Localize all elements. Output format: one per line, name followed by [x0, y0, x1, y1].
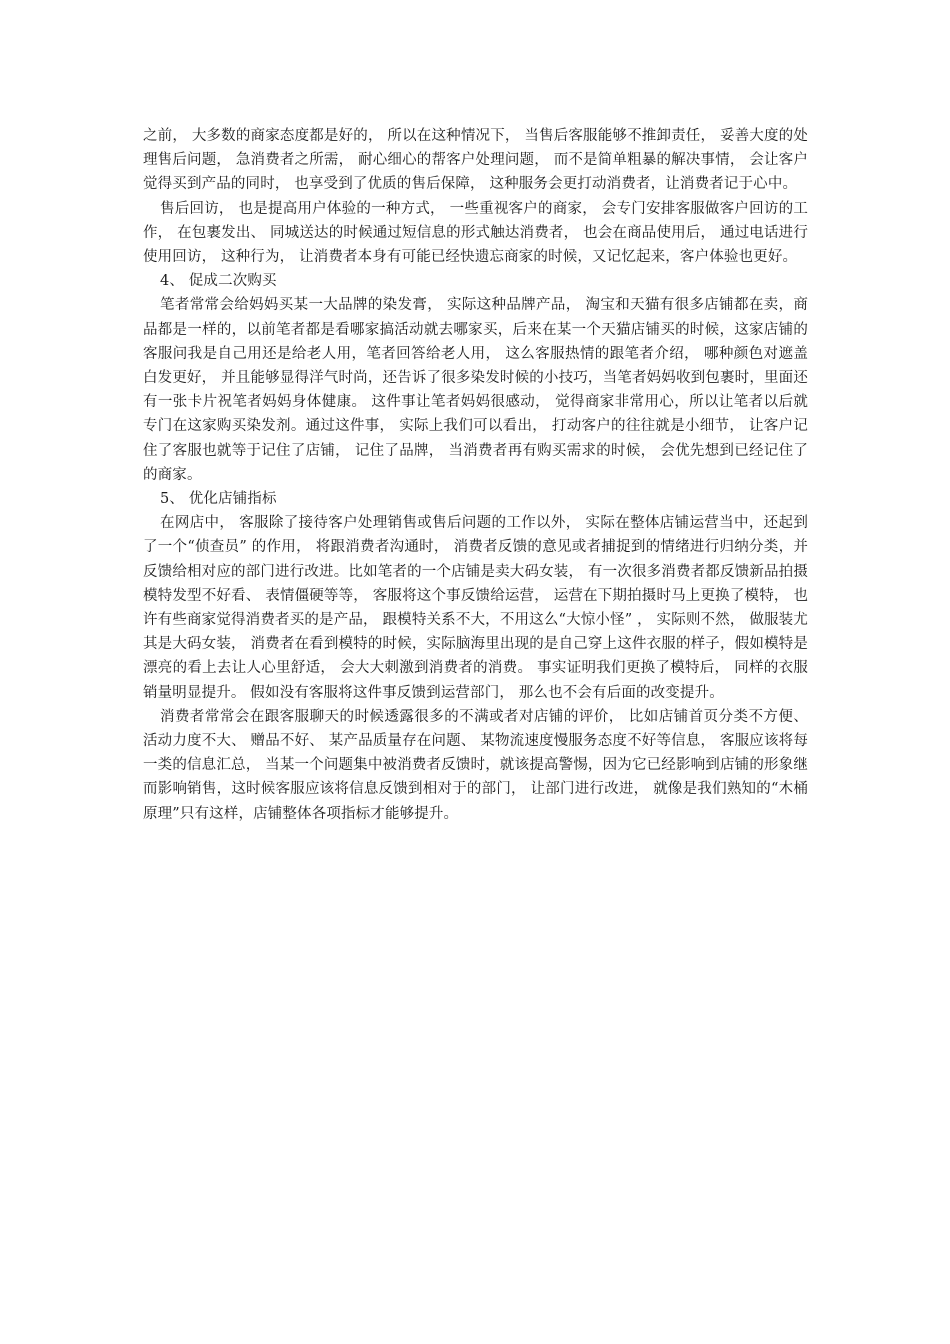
paragraph-repeat-purchase-example: 笔者常常会给妈妈买某一大品牌的染发膏， 实际这种品牌产品， 淘宝和天猫有很多店铺都在卖，商品都是一样的，以前笔者都是看哪家搞活动就去哪家买，后来在某一个天猫店铺买的时候，这家店铺的客服问我是自己用还是给老人用，笔者回答给老人用， 这么客服热情的跟笔者介绍， 哪种颜色对遮盖白发更好， 并且能够显得洋气时尚，还告诉了很多染发时候的小技巧，当笔者妈妈收到包裹时，里面还有一张卡片祝笔者妈妈身体健康。 这件事让笔者妈妈很感动， 觉得商家非常用心，所以让笔者以后就专门在这家购买染发剂。通过这件事， 实际上我们可以看出， 打动客户的往往就是小细节， 让客户记住了客服也就等于记住了店铺， 记住了品牌， 当消费者再有购买需求的时候， 会优先想到已经记住了的商家。 — [143, 297, 808, 483]
section-heading-store-metrics: 5、 优化店铺指标 — [160, 491, 277, 508]
paragraph-after-sales-follow-up: 售后回访， 也是提高用户体验的一种方式， 一些重视客户的商家， 会专门安排客服做客户回访的工作， 在包裹发出、 同城送达的时候通过短信息的形式触达消费者， 也会在商品使用后， 通过电话进行使用回访， 这种行为， 让消费者本身有可能已经快遗忘商家的时候，又记忆起来，客户体验也更好。 — [143, 200, 808, 266]
paragraph-store-metrics-example: 在网店中， 客服除了接待客户处理销售或售后问题的工作以外， 实际在整体店铺运营当中，还起到了一个“侦查员” 的作用， 将跟消费者沟通时， 消费者反馈的意见或者捕捉到的情绪进行归纳分类，并反馈给相对应的部门进行改进。比如笔者的一个店铺是卖大码女装， 有一次很多消费者都反馈新品拍摄模特发型不好看、 表情僵硬等等， 客服将这个事反馈给运营， 运营在下期拍摄时马上更换了模特， 也许有些商家觉得消费者买的是产品， 跟模特关系不大，不用这么“大惊小怪” ， 实际则不然， 做服装尤其是大码女装， 消费者在看到模特的时候，实际脑海里出现的是自己穿上这件衣服的样子，假如模特是漂亮的看上去让人心里舒适， 会大大刺激到消费者的消费。 事实证明我们更换了模特后， 同样的衣服销量明显提升。 假如没有客服将这件事反馈到运营部门， 那么也不会有后面的改变提升。 — [143, 515, 808, 701]
paragraph-customer-feedback: 消费者常常会在跟客服聊天的时候透露很多的不满或者对店铺的评价， 比如店铺首页分类不方便、 活动力度不大、 赠品不好、 某产品质量存在问题、 某物流速度慢服务态度不好等信息， 客服应该将每一类的信息汇总， 当某一个问题集中被消费者反馈时，就该提高警惕，因为它已经影响到店铺的形象继而影响销售，这时候客服应该将信息反馈到相对于的部门， 让部门进行改进， 就像是我们熟知的“木桶原理”只有这样，店铺整体各项指标才能够提升。 — [143, 708, 808, 822]
document-body — [143, 124, 808, 826]
paragraph-after-sales-attitude: 之前， 大多数的商家态度都是好的， 所以在这种情况下， 当售后客服能够不推卸责任， 妥善大度的处理售后问题， 急消费者之所需， 耐心细心的帮客户处理问题， 而不是简单粗暴的解决事情， 会让客户觉得买到产品的同时， 也享受到了优质的售后保障， 这种服务会更打动消费者，让消费者记于心中。 — [143, 128, 808, 193]
section-heading-repeat-purchase: 4、 促成二次购买 — [160, 273, 277, 290]
